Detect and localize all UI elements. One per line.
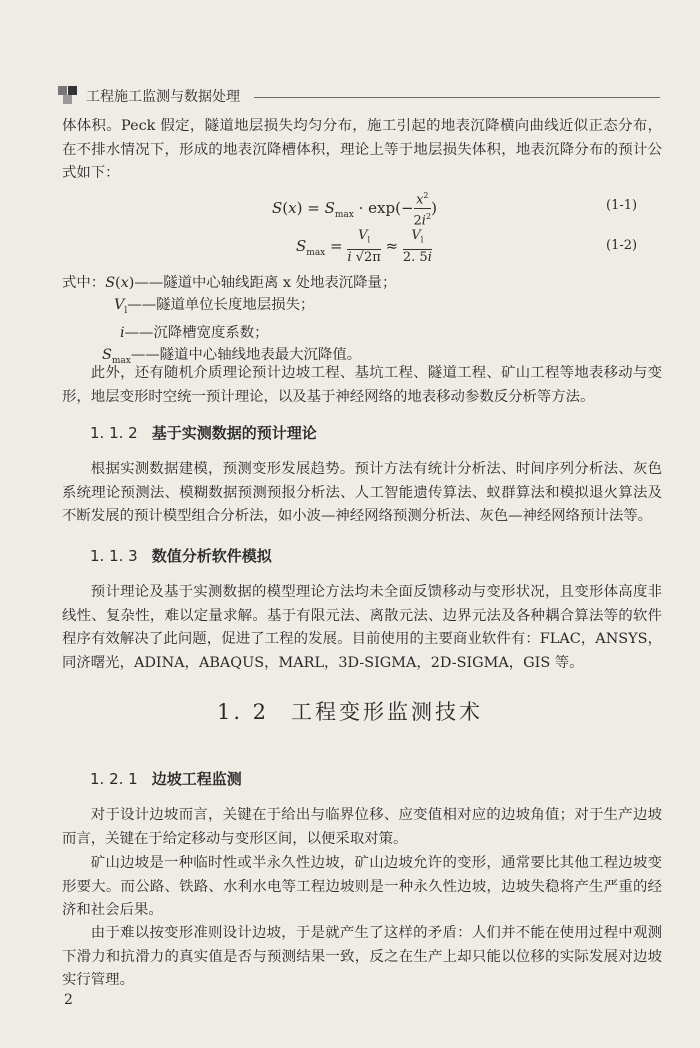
variable-definitions: 式中：S(x)——隧道中心轴线距离 x 处地表沉降量； $V_l——$隧道单位长度地层损失； i——沉降槽宽度系数； $S_{max}——$隧道中心轴线地表最大沉降值。 (62, 275, 397, 366)
running-header (58, 84, 660, 106)
section-heading-1-1-3: 1. 1. 3 数值分析软件模拟 (90, 547, 272, 565)
definition-s-max: ——隧道中心轴线地表最大沉降值。 (130, 346, 362, 363)
paragraph-1-1-3: 预计理论及基于实测数据的模型理论方法均未全面反馈移动与变形状况，且变形体高度非线性、复杂性，难以定量求解。基于有限元法、离散元法、边界元法及各种耦合算法等的软件程序有效解决了此问题，促进了工程的发展。目前使用的主要商业软件有：FLAC，ANSYS，同济曙光，ADINA，ABAQUS，MARL，3D-SIGMA，2D-SIGMA，GIS 等。 (62, 584, 662, 671)
formula-1-2: $S_{max}$ = $\frac{V_l}{i √2\pi}$ ≈ $\frac{V_l}{2. 5i}$ (296, 228, 432, 265)
intro-paragraph: 体体积。Peck 假定，隧道地层损失均匀分布，施工引起的地表沉降横向曲线近似正态分布，在不排水情况下，形成的地表沉降槽体积，理论上等于地层损失体积，地表沉降分布的预计公式如下： (62, 118, 662, 182)
paragraph-1-2-1-a: 对于设计边坡而言，关键在于给出与临界位移、应变值相对应的边坡角值；对于生产边坡而言，关键在于给定移动与变形区间，以便采取对策。 (62, 807, 662, 847)
equation-number-1-2: (1-2) (606, 238, 638, 253)
definition-i: ——沉降槽宽度系数； (124, 324, 269, 341)
definition-v-l: ——隧道单位长度地层损失； (127, 297, 315, 313)
section-heading-1-2: 1. 2 工程变形监测技术 (216, 700, 484, 724)
formula-1-1: $S(x) = S_{max} \cdot \exp(-$ $\frac{x^2}{2i^2}$ ) (272, 188, 437, 230)
header-rule (254, 97, 660, 98)
paragraph-1-2-1-c: 由于难以按变形准则设计边坡，于是就产生了这样的矛盾：人们并不能在使用过程中观测下滑力和抗滑力的真实值是否与预测结果一致，反之在生产上却只能以位移的实际发展对边坡实行管理。 (62, 925, 662, 989)
page-number: 2 (64, 992, 73, 1008)
section-heading-1-2-1: 1. 2. 1 边坡工程监测 (90, 770, 242, 788)
definition-s-x: ——隧道中心轴线距离 x 处地表沉降量； (134, 275, 397, 291)
paragraph-1-2-1-b: 矿山边坡是一种临时性或半永久性边坡，矿山边坡允许的变形，通常要比其他工程边坡变形要大。而公路、铁路、水利水电等工程边坡则是一种永久性边坡，边坡失稳将产生严重的经济和社会后果。 (62, 855, 662, 919)
paragraph-random-medium: 此外，还有随机介质理论预计边坡工程、基坑工程、隧道工程、矿山工程等地表移动与变形，地层变形时空统一预计理论，以及基于神经网络的地表移动参数反分析等方法。 (62, 365, 662, 405)
header-logo-mark (58, 86, 80, 104)
paragraph-1-1-2: 根据实测数据建模，预测变形发展趋势。预计方法有统计分析法、时间序列分析法、灰色系统理论预测法、模糊数据预测预报分析法、人工智能遗传算法、蚁群算法和模拟退火算法及不断发展的预计模型组合分析法，如小波—神经网络预测分析法、灰色—神经网络预计法等。 (62, 461, 662, 525)
definitions-lead: 式中： (62, 275, 106, 291)
header-title: 工程施工监测与数据处理 (86, 89, 240, 105)
section-heading-1-1-2: 1. 1. 2 基于实测数据的预计理论 (90, 424, 317, 442)
equation-number-1-1: (1-1) (606, 198, 638, 213)
